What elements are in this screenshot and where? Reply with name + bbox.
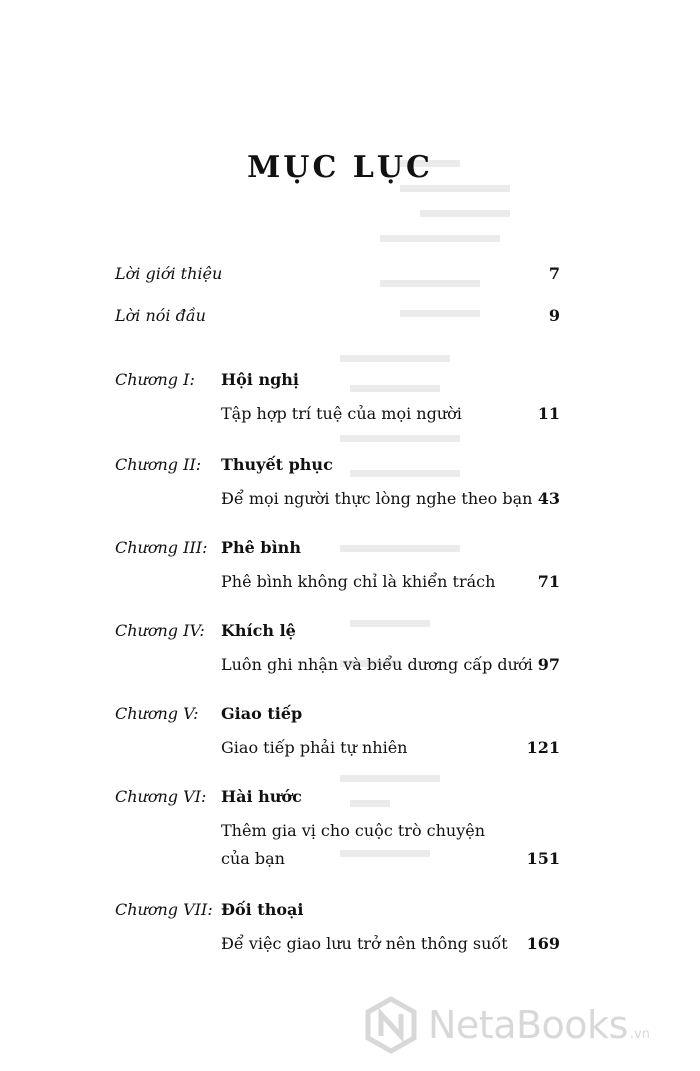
front-matter-label: Lời giới thiệu xyxy=(115,264,223,283)
netabooks-logo-icon xyxy=(362,996,420,1054)
chapter-page-number: 151 xyxy=(526,849,560,868)
chapter-label: Chương VI: xyxy=(115,787,207,806)
chapter-label: Chương II: xyxy=(115,455,202,474)
chapter-description: của bạn xyxy=(221,849,285,868)
chapter-title: Phê bình xyxy=(221,538,301,557)
chapter-title: Đối thoại xyxy=(221,900,304,919)
chapter-page-number: 121 xyxy=(526,738,560,757)
watermark-suffix: .vn xyxy=(629,1026,650,1042)
chapter-label: Chương III: xyxy=(115,538,208,557)
front-matter-page-number: 7 xyxy=(548,264,560,283)
chapter-label: Chương I: xyxy=(115,370,195,389)
chapter-description: Để việc giao lưu trở nên thông suốt xyxy=(221,934,508,953)
chapter-page-number: 169 xyxy=(526,934,560,953)
chapter-description: Để mọi người thực lòng nghe theo bạn xyxy=(221,489,533,508)
page-title: MỤC LỤC xyxy=(247,150,433,185)
watermark-brand: NetaBooks xyxy=(428,1003,628,1047)
chapter-page-number: 11 xyxy=(537,404,560,423)
chapter-title: Khích lệ xyxy=(221,621,296,640)
bleed-through-texture xyxy=(340,150,640,930)
chapter-page-number: 43 xyxy=(537,489,560,508)
chapter-description: Phê bình không chỉ là khiển trách xyxy=(221,572,496,591)
chapter-label: Chương V: xyxy=(115,704,199,723)
chapter-label: Chương VII: xyxy=(115,900,213,919)
chapter-title: Hội nghị xyxy=(221,370,299,389)
chapter-page-number: 71 xyxy=(537,572,560,591)
chapter-title: Thuyết phục xyxy=(221,455,333,474)
chapter-description: Thêm gia vị cho cuộc trò chuyện xyxy=(221,821,486,840)
chapter-description: Giao tiếp phải tự nhiên xyxy=(221,738,408,757)
chapter-description: Luôn ghi nhận và biểu dương cấp dưới xyxy=(221,655,533,674)
chapter-page-number: 97 xyxy=(537,655,560,674)
watermark xyxy=(362,995,650,1055)
front-matter-label: Lời nói đầu xyxy=(115,306,206,325)
front-matter-page-number: 9 xyxy=(548,306,560,325)
chapter-title: Giao tiếp xyxy=(221,704,303,723)
chapter-label: Chương IV: xyxy=(115,621,205,640)
chapter-title: Hài hước xyxy=(221,787,302,806)
chapter-description: Tập hợp trí tuệ của mọi người xyxy=(221,404,462,423)
